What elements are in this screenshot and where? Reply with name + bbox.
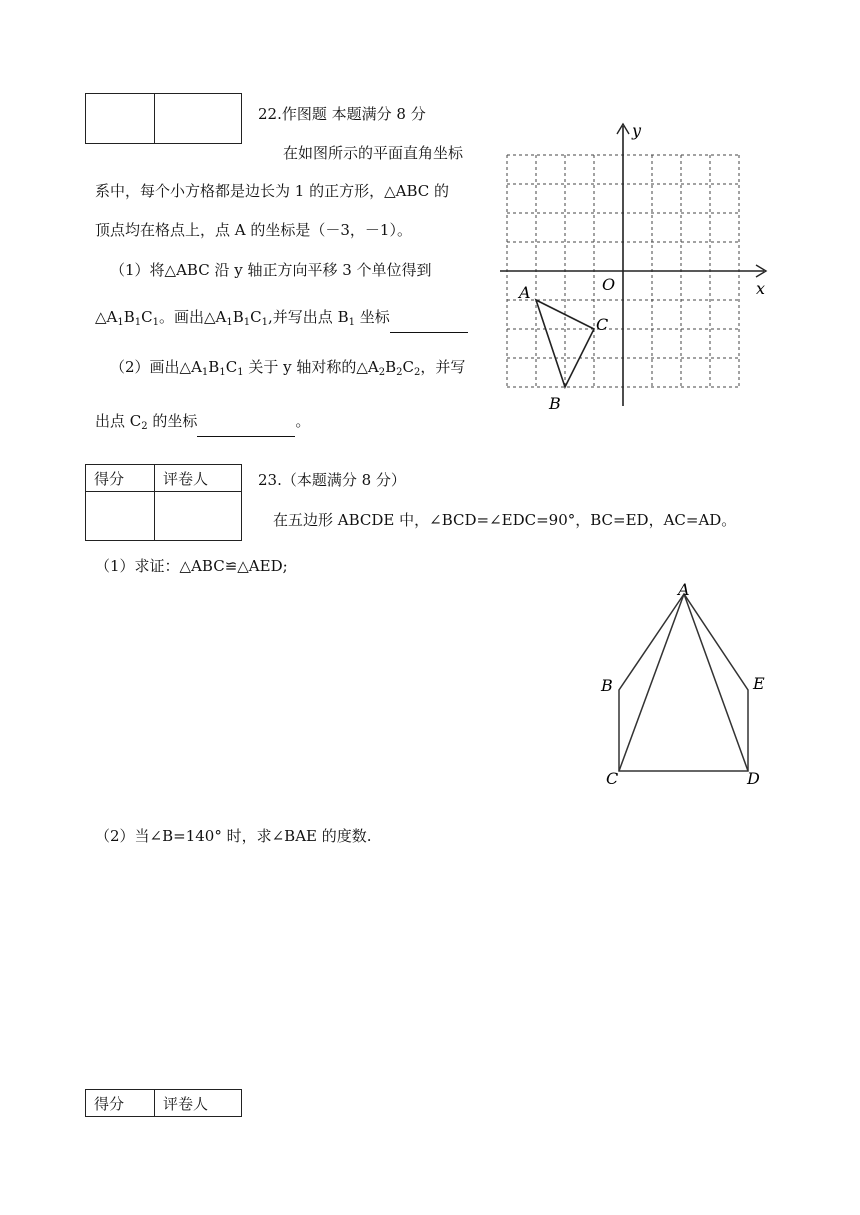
vertex-d-label: D [747,769,760,788]
x-axis-label: x [756,279,766,298]
q22-line2: 系中，每个小方格都是边长为 1 的正方形，△ABC 的 [95,182,449,200]
q23-part1: （1）求证：△ABC≌△AED; [95,557,288,575]
b1-answer-blank[interactable] [390,316,468,333]
q22-part1: （1）将△ABC 沿 y 轴正方向平移 3 个单位得到 [110,261,432,279]
grader-header: 评卷人 [155,465,242,492]
q22-line3: 顶点均在格点上，点 A 的坐标是（－3，－1）。 [95,221,412,239]
origin-label: O [602,275,616,294]
q22-score-table [85,93,242,144]
segment-ad [684,594,748,771]
score-header: 得分 [86,465,155,492]
grader-cell [155,492,242,541]
c2-answer-blank[interactable] [197,420,295,437]
q22-part2b: 出点 $C_2$ 的坐标 。 [95,411,310,437]
segment-ac [619,594,684,771]
point-c-label: C [596,315,609,334]
q22-line1: 在如图所示的平面直角坐标 [283,144,464,162]
pentagon-figure [597,580,777,790]
q23-intro: 在五边形 ABCDE 中，∠BCD=∠EDC=90°，BC=ED，AC=AD。 [273,511,737,529]
grader-cell [155,94,242,144]
q22-title: 22.作图题 本题满分 8 分 [258,105,426,123]
q22-part2: （2）画出$\triangle A_1B_1C_1$ 关于 y 轴对称的$\triangle A_2B_2C_2$，并写 [110,358,466,378]
score-cell [86,94,155,144]
q24-score-table [85,1089,242,1117]
y-axis-label: y [632,121,642,140]
coordinate-grid-figure [490,118,780,418]
pentagon-abcde [619,594,748,771]
vertex-c-label: C [606,769,619,788]
grader-header: 评卷人 [155,1090,242,1117]
vertex-b-label: B [601,676,613,695]
vertex-e-label: E [753,674,765,693]
point-a-label: A [519,283,531,302]
score-cell [86,492,155,541]
q23-title: 23.（本题满分 8 分） [258,471,406,489]
score-header: 得分 [86,1090,155,1117]
vertex-a-label: A [678,580,690,599]
point-b-label: B [549,394,561,413]
q23-part2: （2）当∠B=140° 时，求∠BAE 的度数. [95,827,372,845]
q22-part1b: $\triangle A_1B_1C_1$。画出$\triangle A_1B_1C_1$,并写出点 $B_1$ 坐标 [95,307,468,333]
q23-score-table [85,464,242,541]
